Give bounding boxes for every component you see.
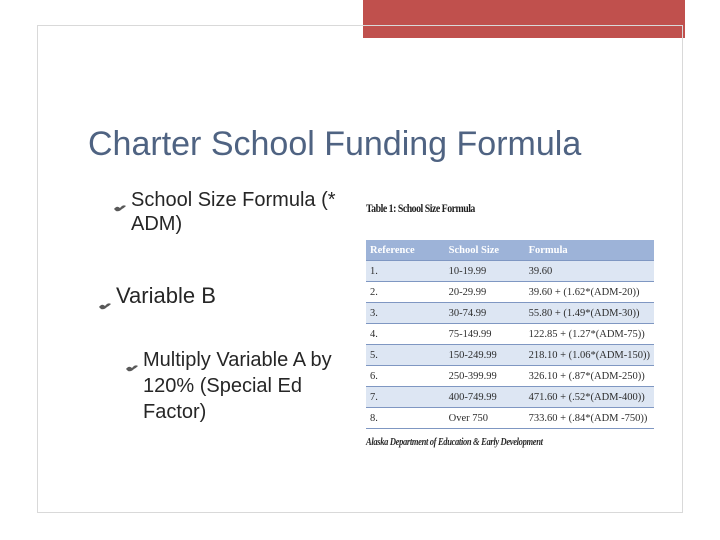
bullet-variable-b [98,283,338,317]
slide-title: Charter School Funding Formula [88,125,582,163]
school-size-cell: 10-19.99 [445,261,525,282]
formula-cell: 39.60 + (1.62*(ADM-20)) [525,282,654,303]
formula-cell: 39.60 [525,261,654,282]
bird-icon [98,291,112,317]
school-size-cell: Over 750 [445,408,525,429]
bullet-school-size-formula [113,188,353,236]
table-row [366,324,654,345]
column-header-reference: Reference [366,240,445,261]
school-size-cell: 150-249.99 [445,345,525,366]
formula-cell: 471.60 + (.52*(ADM-400)) [525,387,654,408]
formula-cell: 733.60 + (.84*(ADM -750)) [525,408,654,429]
bullet-multiply-variable-a [125,347,350,425]
school-size-cell: 75-149.99 [445,324,525,345]
table-header-row [366,240,654,261]
bullet-text: School Size Formula (* ADM) [131,189,336,235]
table-row [366,366,654,387]
table-row [366,303,654,324]
table-row [366,345,654,366]
reference-cell: 1. [366,261,445,282]
table-row [366,387,654,408]
school-size-cell: 250-399.99 [445,366,525,387]
table-row [366,261,654,282]
reference-cell: 6. [366,366,445,387]
formula-cell: 122.85 + (1.27*(ADM-75)) [525,324,654,345]
school-size-cell: 30-74.99 [445,303,525,324]
bird-icon [113,195,127,219]
formula-cell: 218.10 + (1.06*(ADM-150)) [525,345,654,366]
table-caption: Table 1: School Size Formula [366,201,475,215]
reference-cell: 8. [366,408,445,429]
formula-cell: 326.10 + (.87*(ADM-250)) [525,366,654,387]
formula-cell: 55.80 + (1.49*(ADM-30)) [525,303,654,324]
table-row [366,282,654,303]
bullet-text: Variable B [116,283,216,308]
school-size-table-figure [366,198,656,448]
school-size-cell: 20-29.99 [445,282,525,303]
reference-cell: 5. [366,345,445,366]
column-header-school-size: School Size [445,240,525,261]
reference-cell: 7. [366,387,445,408]
bullet-text: Multiply Variable A by 120% (Special Ed Factor) [143,349,332,423]
reference-cell: 2. [366,282,445,303]
reference-cell: 3. [366,303,445,324]
school-size-table [366,240,654,429]
reference-cell: 4. [366,324,445,345]
table-row [366,408,654,429]
school-size-cell: 400-749.99 [445,387,525,408]
bird-icon [125,354,139,380]
column-header-formula: Formula [525,240,654,261]
table-source-credit: Alaska Department of Education & Early Development [366,437,543,448]
